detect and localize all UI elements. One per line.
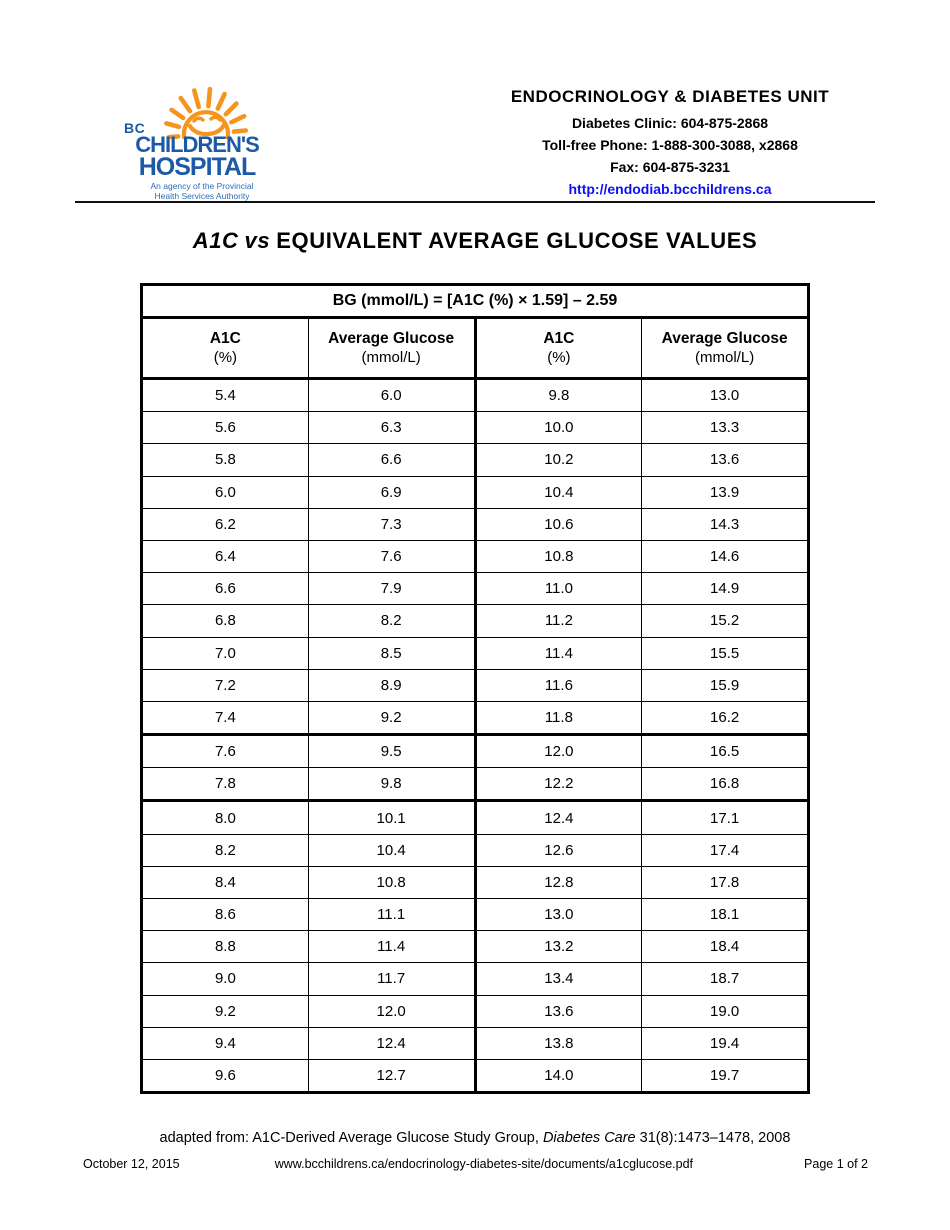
footer-date: October 12, 2015	[83, 1157, 180, 1171]
table-cell: 9.6	[142, 1059, 309, 1092]
logo-name-line1: CHILDREN'S	[135, 132, 259, 157]
table-cell: 19.7	[642, 1059, 809, 1092]
table-cell: 13.0	[475, 899, 642, 931]
header-divider	[75, 201, 875, 203]
table-cell: 12.0	[308, 995, 475, 1027]
table-row	[142, 1059, 809, 1092]
header-line1: Average Glucose	[661, 330, 788, 347]
table-cell: 7.9	[308, 573, 475, 605]
header-line2: (mmol/L)	[695, 349, 755, 366]
table-cell: 10.4	[475, 476, 642, 508]
formula-text: BG (mmol/L) = [A1C (%) × 1.59] – 2.59	[142, 285, 809, 318]
table-cell: 18.7	[642, 963, 809, 995]
table-cell: 8.2	[308, 605, 475, 637]
table-row	[142, 801, 809, 834]
logo-tagline	[132, 181, 272, 201]
header-line2: (%)	[213, 349, 238, 366]
table-cell: 6.2	[142, 508, 309, 540]
table-cell: 6.0	[308, 379, 475, 412]
column-header-glucose-left	[308, 318, 475, 379]
title-rest: EQUIVALENT AVERAGE GLUCOSE VALUES	[276, 228, 758, 253]
table-cell: 10.0	[475, 412, 642, 444]
table-cell: 13.3	[642, 412, 809, 444]
table-cell: 18.1	[642, 899, 809, 931]
table-cell: 14.3	[642, 508, 809, 540]
footer-page-number: Page 1 of 2	[804, 1157, 868, 1171]
sun-icon	[144, 84, 262, 139]
contact-block	[460, 87, 880, 200]
table-row	[142, 637, 809, 669]
table-row	[142, 834, 809, 866]
table-row	[142, 899, 809, 931]
table-cell: 13.9	[642, 476, 809, 508]
table-cell: 17.8	[642, 866, 809, 898]
logo-name-line2: HOSPITAL	[138, 153, 256, 181]
citation-line	[0, 1130, 950, 1146]
table-row	[142, 444, 809, 476]
table-cell: 8.5	[308, 637, 475, 669]
table-cell: 7.3	[308, 508, 475, 540]
table-cell: 13.0	[642, 379, 809, 412]
logo-tagline-line1: An agency of the Provincial	[150, 181, 254, 191]
table-cell: 9.2	[142, 995, 309, 1027]
table-row	[142, 931, 809, 963]
table-cell: 10.2	[475, 444, 642, 476]
table-cell: 11.4	[308, 931, 475, 963]
conversion-table-wrap	[140, 283, 810, 1094]
header-row	[142, 318, 809, 379]
website-link[interactable]: http://endodiab.bcchildrens.ca	[568, 181, 772, 197]
table-cell: 14.0	[475, 1059, 642, 1092]
table-cell: 6.6	[142, 573, 309, 605]
table-cell: 9.8	[308, 768, 475, 801]
table-cell: 14.9	[642, 573, 809, 605]
table-cell: 11.0	[475, 573, 642, 605]
table-cell: 19.0	[642, 995, 809, 1027]
column-header-a1c-right	[475, 318, 642, 379]
table-row	[142, 963, 809, 995]
table-cell: 9.4	[142, 1027, 309, 1059]
table-cell: 13.2	[475, 931, 642, 963]
table-row	[142, 540, 809, 572]
table-row	[142, 768, 809, 801]
table-cell: 5.4	[142, 379, 309, 412]
formula-row	[142, 285, 809, 318]
table-cell: 12.4	[475, 801, 642, 834]
table-cell: 9.5	[308, 735, 475, 768]
citation-journal: Diabetes Care	[542, 1130, 636, 1146]
table-cell: 6.6	[308, 444, 475, 476]
table-cell: 18.4	[642, 931, 809, 963]
table-cell: 11.2	[475, 605, 642, 637]
table-row	[142, 476, 809, 508]
table-row	[142, 866, 809, 898]
table-cell: 16.8	[642, 768, 809, 801]
table-cell: 13.4	[475, 963, 642, 995]
table-row	[142, 379, 809, 412]
header-line2: (%)	[547, 349, 571, 366]
table-cell: 11.7	[308, 963, 475, 995]
table-cell: 15.2	[642, 605, 809, 637]
table-cell: 10.8	[475, 540, 642, 572]
table-cell: 12.4	[308, 1027, 475, 1059]
table-row	[142, 735, 809, 768]
clinic-phone: Diabetes Clinic: 604-875-2868	[571, 115, 769, 131]
table-cell: 10.4	[308, 834, 475, 866]
table-cell: 15.9	[642, 669, 809, 701]
header-line1: A1C	[543, 330, 575, 347]
table-cell: 11.8	[475, 701, 642, 734]
logo-tagline-line2: Health Services Authority	[154, 191, 250, 201]
table-cell: 8.8	[142, 931, 309, 963]
table-row	[142, 508, 809, 540]
glucose-table-body	[142, 285, 809, 1093]
table-cell: 9.2	[308, 701, 475, 734]
column-header-glucose-right	[642, 318, 809, 379]
table-cell: 6.8	[142, 605, 309, 637]
table-cell: 6.3	[308, 412, 475, 444]
table-cell: 12.6	[475, 834, 642, 866]
table-cell: 6.4	[142, 540, 309, 572]
table-cell: 7.0	[142, 637, 309, 669]
table-cell: 16.2	[642, 701, 809, 734]
table-cell: 14.6	[642, 540, 809, 572]
column-header-a1c-left	[142, 318, 309, 379]
table-cell: 10.1	[308, 801, 475, 834]
table-cell: 9.8	[475, 379, 642, 412]
table-cell: 15.5	[642, 637, 809, 669]
table-cell: 7.6	[142, 735, 309, 768]
table-cell: 13.6	[642, 444, 809, 476]
table-cell: 6.0	[142, 476, 309, 508]
table-cell: 8.0	[142, 801, 309, 834]
logo-bc-text: BC	[124, 120, 146, 136]
table-cell: 7.6	[308, 540, 475, 572]
table-cell: 10.8	[308, 866, 475, 898]
page-title	[0, 228, 950, 254]
table-cell: 7.2	[142, 669, 309, 701]
table-cell: 8.4	[142, 866, 309, 898]
table-cell: 12.8	[475, 866, 642, 898]
a1c-glucose-table	[140, 283, 810, 1094]
table-cell: 12.2	[475, 768, 642, 801]
table-cell: 8.2	[142, 834, 309, 866]
fax-number: Fax: 604-875-3231	[610, 159, 730, 175]
table-cell: 11.1	[308, 899, 475, 931]
table-cell: 7.4	[142, 701, 309, 734]
table-cell: 8.6	[142, 899, 309, 931]
table-row	[142, 412, 809, 444]
hospital-logo	[122, 84, 272, 204]
footer-url: www.bcchildrens.ca/endocrinology-diabetes-site/documents/a1cglucose.pdf	[274, 1157, 694, 1171]
title-vs: vs	[244, 228, 271, 253]
table-cell: 16.5	[642, 735, 809, 768]
table-cell: 11.6	[475, 669, 642, 701]
table-row	[142, 701, 809, 734]
table-row	[142, 995, 809, 1027]
table-cell: 17.4	[642, 834, 809, 866]
table-cell: 11.4	[475, 637, 642, 669]
table-cell: 7.8	[142, 768, 309, 801]
table-cell: 19.4	[642, 1027, 809, 1059]
table-cell: 12.7	[308, 1059, 475, 1092]
header-line2: (mmol/L)	[361, 349, 421, 366]
table-cell: 6.9	[308, 476, 475, 508]
table-row	[142, 669, 809, 701]
citation-prefix: adapted from: A1C-Derived Average Glucose Study Group,	[159, 1130, 543, 1146]
header-line1: A1C	[209, 330, 241, 347]
table-cell: 12.0	[475, 735, 642, 768]
table-cell: 5.6	[142, 412, 309, 444]
table-cell: 13.6	[475, 995, 642, 1027]
header-line1: Average Glucose	[328, 330, 455, 347]
unit-title: ENDOCRINOLOGY & DIABETES UNIT	[510, 87, 830, 106]
tollfree-phone: Toll-free Phone: 1-888-300-3088, x2868	[542, 137, 798, 153]
table-cell: 8.9	[308, 669, 475, 701]
citation-suffix: 31(8):1473–1478, 2008	[635, 1130, 791, 1146]
title-a1c: A1C	[192, 228, 239, 253]
table-cell: 17.1	[642, 801, 809, 834]
table-cell: 13.8	[475, 1027, 642, 1059]
table-cell: 10.6	[475, 508, 642, 540]
table-row	[142, 573, 809, 605]
table-row	[142, 1027, 809, 1059]
table-cell: 5.8	[142, 444, 309, 476]
table-cell: 9.0	[142, 963, 309, 995]
table-row	[142, 605, 809, 637]
